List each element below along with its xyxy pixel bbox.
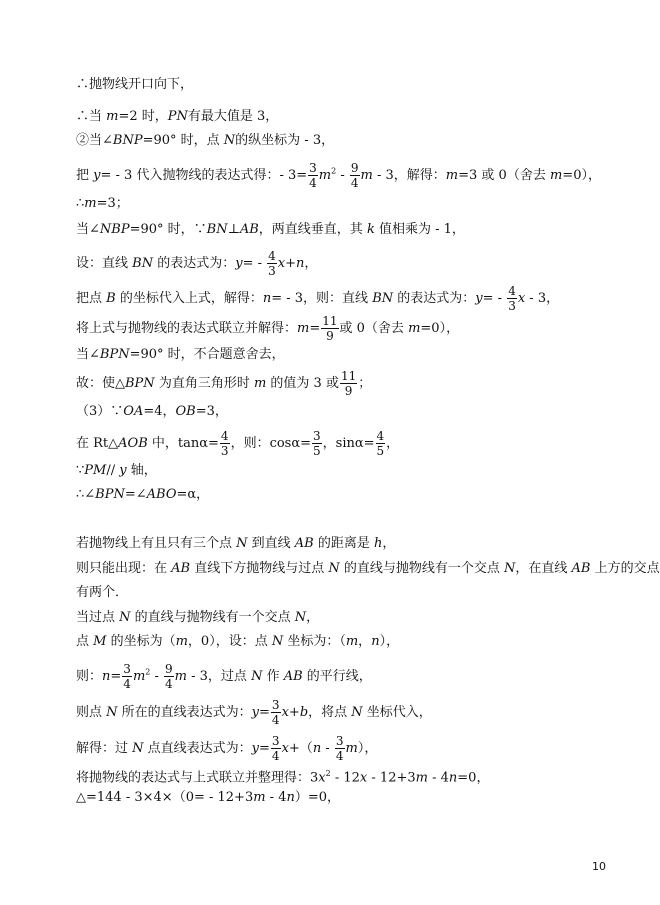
line-1: ∴抛物线开口向下，: [76, 77, 194, 92]
line-11: 故：使△BPN 为直角三角形时 m 的值为 3 或 $\frac{11}{9}$ ；: [76, 369, 372, 398]
line-8: 把点 B 的坐标代入上式，解得：n= - 3，则：直线 BN 的表达式为：y= - $\frac{4}{3}$ x - 3，: [76, 284, 560, 313]
fraction: $\frac{3}{4}$: [271, 698, 280, 727]
line-22: 则点 N 所在的直线表达式为：y= $\frac{3}{4}$ x+b，将点 N 坐标代入，: [76, 698, 432, 727]
fraction: $\frac{9}{4}$: [350, 161, 359, 190]
line-12: （3）∵OA=4，OB=3，: [76, 404, 228, 419]
line-2: ∴当 m=2 时，PN有最大值是 3，: [76, 109, 279, 124]
fraction: $\frac{3}{4}$: [123, 662, 131, 691]
line-16: 若抛物线上有且只有三个点 N 到直线 AB 的距离是 h，: [76, 536, 396, 551]
fraction: $\frac{3}{5}$: [313, 429, 321, 458]
line-14: ∵PM// y 轴，: [76, 463, 157, 478]
line-24: 将抛物线的表达式与上式联立并整理得：$3x^2 - 12x - 12+3m - 4n=0$，: [76, 769, 490, 786]
line-15: ∴∠BPN=∠ABO=α，: [76, 487, 210, 502]
fraction: $\frac{3}{4}$: [309, 161, 317, 190]
line-19: 当过点 N 的直线与抛物线有一个交点 N，: [76, 610, 320, 625]
line-7: 设：直线 BN 的表达式为：y= - $\frac{4}{3}$ x+n，: [76, 249, 318, 278]
line-5: ∴m=3；: [76, 196, 129, 211]
line-25: △=144 - 3×4×（0= - 12+3m - 4n）=0，: [76, 790, 341, 805]
line-10: 当∠BPN=90° 时，不合题意舍去，: [76, 347, 285, 362]
line-21: 则：n= $\frac{3}{4}$ $m^2$ - $\frac{9}{4}$ m - 3，过点 N 作 AB 的平行线，: [76, 662, 372, 691]
line-18: 有两个．: [76, 585, 129, 600]
line-4: 把 y= - 3 代入抛物线的表达式得：- 3= $\frac{3}{4}$ $m^2$ - $\frac{9}{4}$ m - 3，解得：m=3 或 0（舍去 m=0），: [76, 161, 601, 190]
page-number: 10: [592, 860, 606, 873]
fraction: $\frac{4}{3}$: [268, 249, 276, 278]
fraction: $\frac{11}{9}$: [322, 314, 338, 343]
fraction: $\frac{3}{4}$: [335, 734, 344, 763]
line-13: 在 Rt△AOB 中，tanα= $\frac{4}{3}$ ，则：cosα= $\frac{3}{5}$ ，sinα= $\frac{4}{5}$ ，: [76, 429, 400, 458]
fraction: $\frac{4}{3}$: [508, 284, 516, 313]
line-20: 点 M 的坐标为（m，0），设：点 N 坐标为：（m，n），: [76, 634, 400, 649]
fraction: $\frac{3}{4}$: [271, 734, 280, 763]
fraction: $\frac{4}{3}$: [220, 429, 229, 458]
line-3: ②当∠BNP=90° 时，点 N的纵坐标为 - 3，: [76, 133, 335, 148]
line-17: 则只能出现：在 AB 直线下方抛物线与过点 N 的直线与抛物线有一个交点 N，在直线 AB 上方的交点: [76, 561, 660, 576]
line-9: 将上式与抛物线的表达式联立并解得：m= $\frac{11}{9}$ 或 0（舍去 m=0），: [76, 314, 460, 343]
fraction: $\frac{9}{4}$: [165, 662, 173, 691]
fraction: $\frac{4}{5}$: [376, 429, 385, 458]
line-23: 解得：过 N 点直线表达式为：y= $\frac{3}{4}$ x+（n - $\frac{3}{4}$ m），: [76, 734, 378, 763]
line-6: 当∠NBP=90° 时，∵BN⊥AB，两直线垂直，其 k 值相乘为 - 1，: [76, 222, 465, 237]
fraction: $\frac{11}{9}$: [340, 369, 357, 398]
